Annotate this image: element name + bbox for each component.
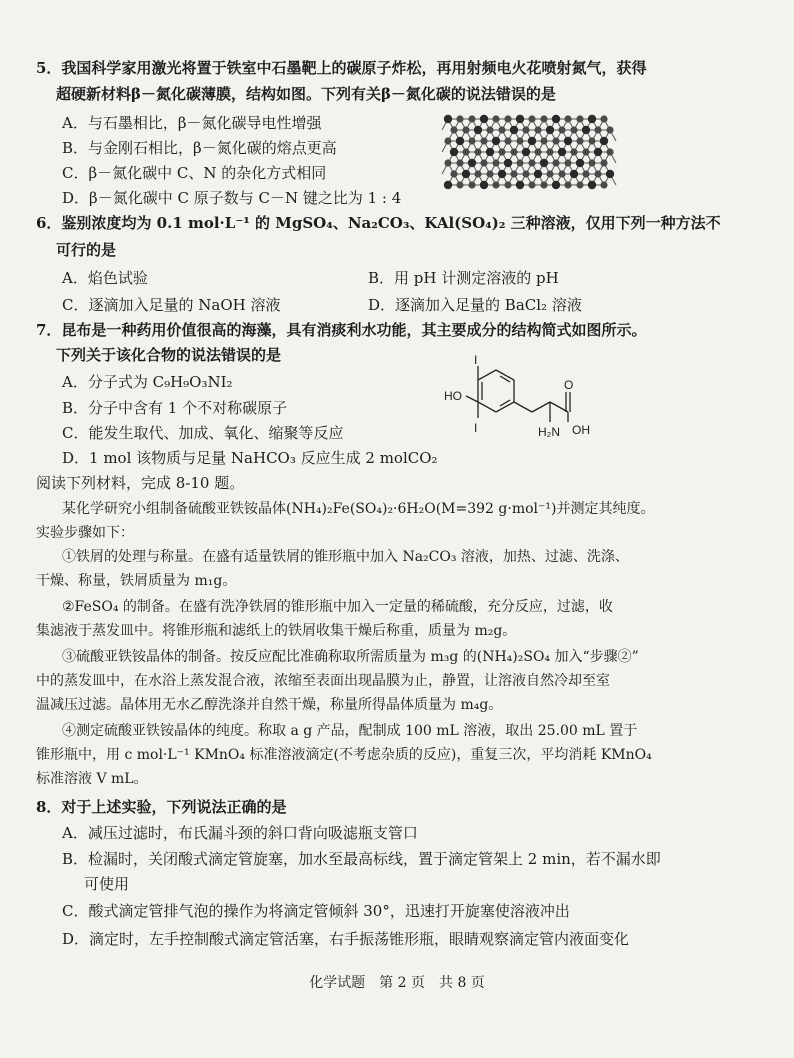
lattice-atom [564, 115, 571, 122]
lattice-atom [594, 148, 602, 156]
lattice-atom [588, 181, 596, 189]
lattice-atom [522, 170, 529, 177]
lattice-atom [516, 115, 524, 123]
lattice-atom [468, 181, 475, 188]
lattice-atom [600, 137, 608, 145]
lattice-atom [492, 137, 500, 145]
q6-option-a: A．焰色试验 [62, 269, 148, 287]
q6-option-c: C．逐滴加入足量的 NaOH 溶液 [62, 296, 281, 314]
lattice-atom [552, 181, 560, 189]
lattice-atom [498, 148, 505, 155]
lattice-atom [528, 159, 535, 166]
lattice-atom [516, 137, 523, 144]
lattice-atom [582, 126, 590, 134]
lattice-atom [474, 126, 482, 134]
material-step1-line2: 干燥、称量，铁屑质量为 m₁g。 [36, 573, 237, 589]
lattice-atom [570, 148, 577, 155]
lattice-atom [528, 115, 535, 122]
material-step4-line3: 标准溶液 V mL。 [36, 771, 148, 787]
lattice-atom [468, 115, 475, 122]
lattice-atom [444, 159, 451, 166]
q5-stem-line1: 5．我国科学家用激光将置于铁室中石墨靶上的碳原子炸松，再用射频电火花喷射氮气，获得 [36, 59, 647, 77]
lattice-atom [510, 148, 517, 155]
lattice-atom [456, 115, 463, 122]
lattice-atom [516, 181, 524, 189]
lattice-atom [522, 126, 529, 133]
page-footer: 化学试题 第 2 页 共 8 页 [309, 975, 485, 991]
lattice-atom [564, 137, 572, 145]
lattice-atom [468, 159, 476, 167]
lattice-atom [444, 137, 451, 144]
lattice-atom [594, 170, 601, 177]
lattice-atom [462, 148, 469, 155]
lattice-atom [600, 181, 607, 188]
lattice-atom [498, 126, 505, 133]
q8-option-c: C．酸式滴定管排气泡的操作为将滴定管倾斜 30°，迅速打开旋塞使溶液冲出 [62, 902, 570, 920]
q7-option-a: A．分子式为 C₉H₉O₃NI₂ [62, 373, 233, 391]
lattice-atom [462, 126, 469, 133]
lattice-atom [504, 181, 511, 188]
q7-option-b: B．分子中含有 1 个不对称碳原子 [62, 399, 288, 417]
lattice-atom [492, 115, 499, 122]
lattice-atom [522, 148, 530, 156]
material-step3-line3: 温减压过滤。晶体用无水乙醇洗涤并自然干燥，称量所得晶体质量为 m₄g。 [36, 697, 503, 713]
lattice-atom [594, 126, 601, 133]
lattice-atom [510, 126, 518, 134]
lattice-atom [504, 137, 511, 144]
lattice-atom [480, 159, 487, 166]
q7-stem-line2: 下列关于该化合物的说法错误的是 [56, 346, 282, 364]
lattice-atom [516, 159, 523, 166]
lattice-atom [582, 170, 589, 177]
lattice-atom [576, 137, 583, 144]
lattice-atom [588, 115, 596, 123]
lattice-atom [492, 159, 499, 166]
q5-stem-line2: 超硬新材料β－氮化碳薄膜，结构如图。下列有关β－氮化碳的说法错误的是 [56, 85, 556, 103]
lattice-atom [552, 137, 559, 144]
lattice-atom [492, 181, 499, 188]
material-intro: 阅读下列材料，完成 8-10 题。 [36, 474, 245, 492]
lattice-atom [582, 148, 589, 155]
lattice-atom [444, 115, 452, 123]
material-step4-line2: 锥形瓶中，用 c mol·L⁻¹ KMnO₄ 标准溶液滴定(不考虑杂质的反应)，重复三次，平均消耗 KMnO₄ [36, 747, 652, 763]
molecular-structure-figure [440, 352, 620, 452]
lattice-atom [480, 115, 488, 123]
lattice-atom [486, 148, 494, 156]
lattice-atom [462, 170, 470, 178]
lattice-atom [540, 137, 547, 144]
lattice-atom [606, 170, 614, 178]
lattice-atom [540, 181, 547, 188]
lattice-atom [504, 159, 512, 167]
q7-stem-line1: 7．昆布是一种药用价值很高的海藻，具有消痰利水功能，其主要成分的结构简式如图所示。 [36, 321, 647, 339]
lattice-atom [552, 159, 559, 166]
lattice-atom [450, 126, 457, 133]
lattice-atom [546, 126, 554, 134]
q6-option-b: B．用 pH 计测定溶液的 pH [368, 269, 559, 287]
lattice-atom [606, 126, 613, 133]
lattice-atom [504, 115, 511, 122]
lattice-atom [486, 170, 493, 177]
lattice-atom [570, 126, 577, 133]
lattice-atom [480, 137, 487, 144]
q5-option-b: B．与金刚石相比，β－氮化碳的熔点更高 [62, 139, 337, 157]
lattice-atom [474, 148, 481, 155]
struct-amino-label: H₂N [538, 425, 560, 439]
lattice-atom [486, 126, 493, 133]
struct-hydroxyl-label: HO [444, 389, 462, 403]
q5-option-a: A．与石墨相比，β－氮化碳导电性增强 [62, 114, 322, 132]
struct-iodine-bottom: I [474, 421, 478, 435]
material-step2-line2: 集滤液于蒸发皿中。将锥形瓶和滤纸上的铁屑收集干燥后称重，质量为 m₂g。 [36, 623, 517, 639]
lattice-atom [456, 137, 464, 145]
lattice-atom [534, 126, 541, 133]
material-step2-line1: ②FeSO₄ 的制备。在盛有洗净铁屑的锥形瓶中加入一定量的稀硫酸，充分反应，过滤，收 [62, 599, 613, 615]
lattice-atom [450, 170, 457, 177]
q6-stem-line1: 6．鉴别浓度均为 0.1 mol·L⁻¹ 的 MgSO₄、Na₂CO₃、KAl(SO₄)₂ 三种溶液，仅用下列一种方法不 [36, 214, 721, 232]
lattice-atom [546, 170, 553, 177]
material-step3-line1: ③硫酸亚铁铵晶体的制备。按反应配比准确称取所需质量为 m₃g 的(NH₄)₂SO₄ 加入“步骤②” [62, 649, 639, 665]
lattice-atom [510, 170, 517, 177]
q8-option-a: A．减压过滤时，布氏漏斗颈的斜口背向吸滤瓶支管口 [62, 824, 418, 842]
material-step3-line2: 中的蒸发皿中，在水浴上蒸发混合液，浓缩至表面出现晶膜为止，静置，让溶液自然冷却至室 [36, 673, 610, 689]
lattice-atom [468, 137, 475, 144]
lattice-atom [564, 159, 571, 166]
q7-option-d: D．1 mol 该物质与足量 NaHCO₃ 反应生成 2 molCO₂ [62, 449, 438, 467]
lattice-atom [546, 148, 553, 155]
q8-option-d: D．滴定时，左手控制酸式滴定管活塞，右手振荡锥形瓶，眼睛观察滴定管内液面变化 [62, 930, 630, 948]
lattice-atom [540, 159, 548, 167]
q5-option-d: D．β－氮化碳中 C 原子数与 C－N 键之比为 1 : 4 [62, 189, 402, 207]
lattice-atom [606, 148, 613, 155]
lattice-atom [450, 148, 458, 156]
material-step1-line1: ①铁屑的处理与称量。在盛有适量铁屑的锥形瓶中加入 Na₂CO₃ 溶液，加热、过滤、洗涤、 [62, 549, 629, 565]
struct-iodine-top: I [474, 353, 478, 367]
lattice-atom [576, 159, 584, 167]
material-para-0: 某化学研究小组制备硫酸亚铁铵晶体(NH₄)₂Fe(SO₄)₂·6H₂O(M=392 g·mol⁻¹)并测定其纯度。 [62, 501, 655, 517]
carbon-nitride-lattice-figure [440, 113, 620, 193]
q8-stem: 8．对于上述实验，下列说法正确的是 [36, 798, 287, 816]
lattice-atom [558, 126, 565, 133]
lattice-atom [528, 181, 535, 188]
lattice-atom [444, 181, 452, 189]
material-step4-line1: ④测定硫酸亚铁铵晶体的纯度。称取 a g 产品，配制成 100 mL 溶液，取出 25.00 mL 置于 [62, 723, 638, 739]
lattice-atom [540, 115, 547, 122]
lattice-atom [480, 181, 488, 189]
lattice-atom [570, 170, 578, 178]
lattice-atom [534, 170, 542, 178]
struct-oh-label: OH [572, 423, 590, 437]
lattice-atom [600, 159, 607, 166]
lattice-atom [528, 137, 536, 145]
lattice-atom [600, 115, 607, 122]
lattice-atom [456, 159, 463, 166]
lattice-atom [552, 115, 560, 123]
q5-option-c: C．β－氮化碳中 C、N 的杂化方式相同 [62, 164, 327, 182]
q7-option-c: C．能发生取代、加成、氧化、缩聚等反应 [62, 424, 344, 442]
lattice-atom [558, 148, 566, 156]
lattice-atom [456, 181, 463, 188]
q6-stem-line2: 可行的是 [56, 241, 117, 259]
lattice-atom [588, 137, 595, 144]
lattice-atom [474, 170, 481, 177]
lattice-atom [576, 181, 583, 188]
q6-option-d: D．逐滴加入足量的 BaCl₂ 溶液 [368, 296, 582, 314]
material-para-1: 实验步骤如下： [36, 525, 134, 541]
lattice-atom [558, 170, 565, 177]
lattice-atom [576, 115, 583, 122]
lattice-atom [498, 170, 506, 178]
lattice-atom [534, 148, 541, 155]
q8-option-b-line1: B．检漏时，关闭酸式滴定管旋塞，加水至最高标线，置于滴定管架上 2 min，若不漏水即 [62, 850, 661, 868]
lattice-atom [564, 181, 571, 188]
lattice-atom [588, 159, 595, 166]
q8-option-b-line2: 可使用 [84, 875, 130, 893]
struct-oxygen-label: O [564, 378, 574, 392]
